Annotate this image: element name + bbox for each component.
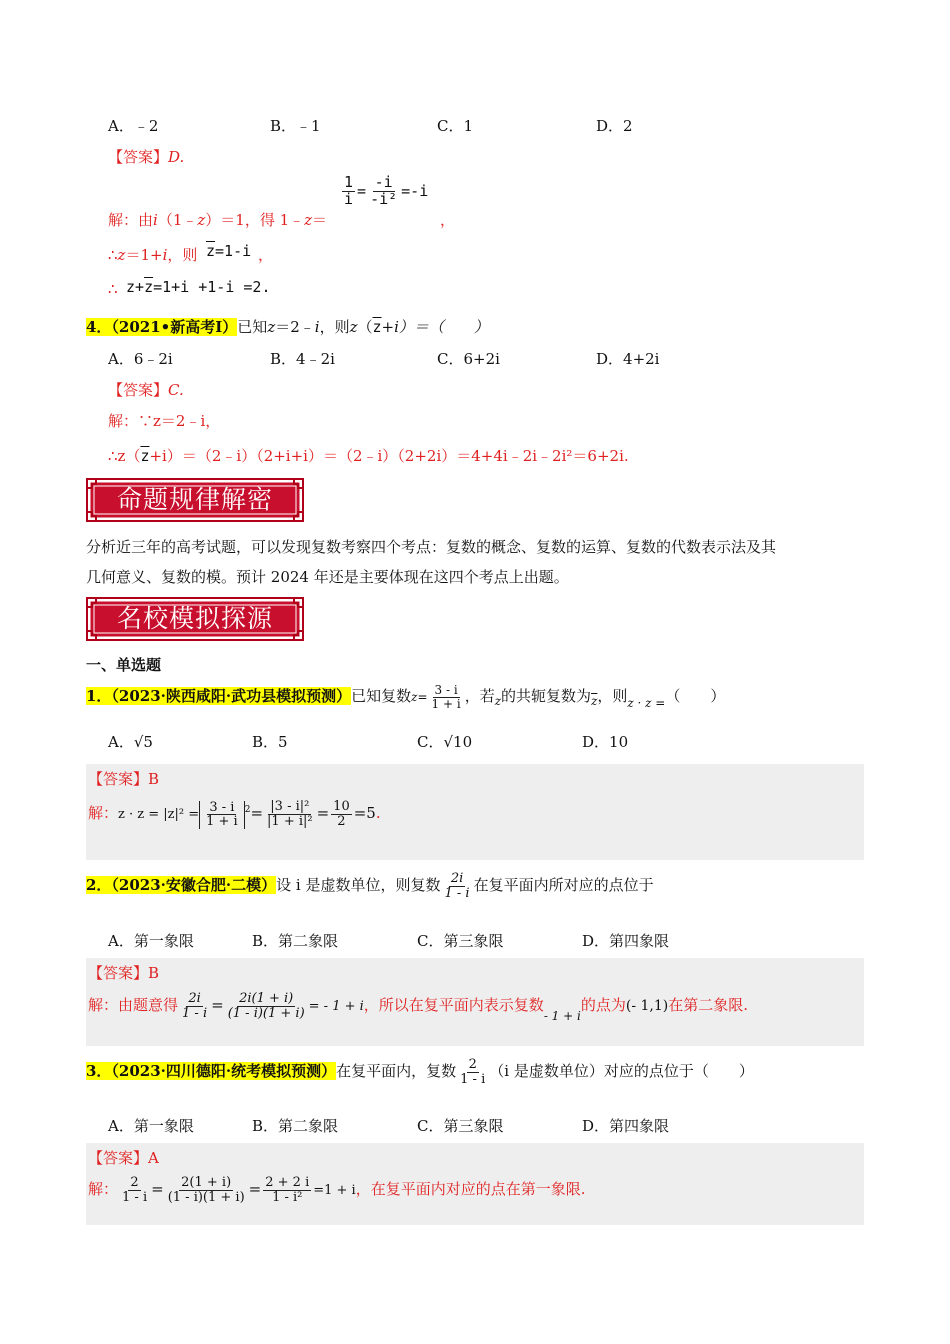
- s3-option-b: B．第二象限: [252, 1117, 339, 1135]
- sim-question-1: 1．（2023·陕西咸阳·武功县模拟预测）已知复数z= $\frac{3 - i}{1 + i}$ ，若$_z$的共轭复数为$_{\overline{z}}$，则$_{z \cdot z =}$（ ）: [86, 683, 726, 711]
- question-4: 4．（2021•新高考Ⅰ）已知z＝2﹣i，则$z(\overline{z}+i)=$（ ）: [86, 318, 489, 336]
- s3-option-a: A．第一象限: [108, 1117, 194, 1135]
- therefore-3: ∴: [108, 280, 118, 298]
- banner-title: 名校模拟探源: [116, 604, 273, 633]
- s2-option-c: C．第三象限: [417, 932, 504, 950]
- banner-law-decode: [86, 478, 304, 522]
- q4-option-c: C．6+2i: [437, 350, 500, 368]
- solution-line-2: ∴z＝1+i，则: [108, 246, 198, 264]
- s1-solution: 解：z · z = |z|² = $\frac{3 - i}{1 + i}$ $^2$= $\frac{\text{|3 - i|²}}{\text{|1 + i|²}}$ = $\frac{10}{2}$ =5.: [88, 799, 381, 830]
- s2-option-d: D．第四象限: [582, 932, 670, 950]
- q4-option-b: B．4﹣2i: [270, 350, 335, 368]
- s1-option-b: B．5: [252, 733, 288, 751]
- sim-question-2: 2．（2023·安徽合肥·二模）设 i 是虚数单位，则复数 $\frac{2i}{1 - i}$ 在复平面内所对应的点位于: [86, 871, 654, 901]
- s1-option-a: A．√5: [108, 733, 153, 751]
- q4-solution-2: $\therefore z(\overline{z}+i)=(2﹣i)(2+i+i)=(2﹣i)(2+2i)=4+4i﹣2i﹣2i^2=6+2i$.: [108, 447, 629, 465]
- solution-formula-1: $\frac{1}{i}$ = $\frac{-i}{\text{-i²}}$ =-i: [344, 173, 429, 208]
- analysis-line-1: 分析近三年的高考试题，可以发现复数考察四个考点：复数的概念、复数的运算、复数的代数表示法及其: [86, 538, 777, 556]
- s2-solution: 解：由题意得 $\frac{2i}{1 - i}$ = $\frac{2i(1 + i)}{(1 - i)(1 + i)}$ = - 1 + i，所以在复平面内表示复数$_{- 1 + i}$的点为(- 1,1)在第二象限.: [88, 991, 749, 1024]
- s3-answer: 【答案】A: [88, 1149, 159, 1167]
- option-d: D．2: [596, 117, 633, 135]
- solution-formula-2: $\overline{z}=1-i$: [206, 242, 252, 260]
- s1-option-c: C．√10: [417, 733, 473, 751]
- solution-line-1: 解：由i（1﹣z）＝1，得 1﹣z＝: [108, 211, 328, 229]
- option-b: B．﹣1: [270, 117, 321, 135]
- q4-option-a: A．6﹣2i: [108, 350, 173, 368]
- s3-option-d: D．第四象限: [582, 1117, 670, 1135]
- comma: ，: [440, 211, 456, 229]
- banner-school-sim: [86, 597, 304, 641]
- section-title: 一、单选题: [86, 656, 162, 674]
- s2-option-b: B．第二象限: [252, 932, 339, 950]
- s1-option-d: D．10: [582, 733, 629, 751]
- s1-answer: 【答案】B: [88, 770, 160, 788]
- q4-solution-1: 解：∵z＝2﹣i，: [108, 412, 221, 430]
- analysis-line-2: 几何意义、复数的模。预计 2024 年还是主要体现在这四个考点上出题。: [86, 568, 569, 586]
- s2-answer: 【答案】B: [88, 964, 160, 982]
- q4-answer: 【答案】C.: [108, 381, 184, 399]
- solution-formula-3: $z+\overline{z}=1+i +1-i =2$.: [126, 278, 271, 296]
- answer-line: 【答案】D.: [108, 148, 185, 166]
- q4-option-d: D．4+2i: [596, 350, 660, 368]
- sim-question-3: 3．（2023·四川德阳·统考模拟预测）在复平面内，复数 $\frac{2}{1 - i}$ （i 是虚数单位）对应的点位于（ ）: [86, 1057, 754, 1087]
- option-c: C．1: [437, 117, 474, 135]
- option-a: A．﹣2: [108, 117, 159, 135]
- s3-solution: 解： $\frac{2}{1 - i}$ = $\frac{2(1 + i)}{(1 - i)(1 + i)}$ = $\frac{2 + 2 i}{\text{1 - i²}}$ =1 + i，在复平面内对应的点在第一象限.: [88, 1175, 586, 1205]
- comma-2: ，: [258, 246, 274, 264]
- s3-option-c: C．第三象限: [417, 1117, 504, 1135]
- s2-option-a: A．第一象限: [108, 932, 194, 950]
- banner-title: 命题规律解密: [116, 485, 273, 514]
